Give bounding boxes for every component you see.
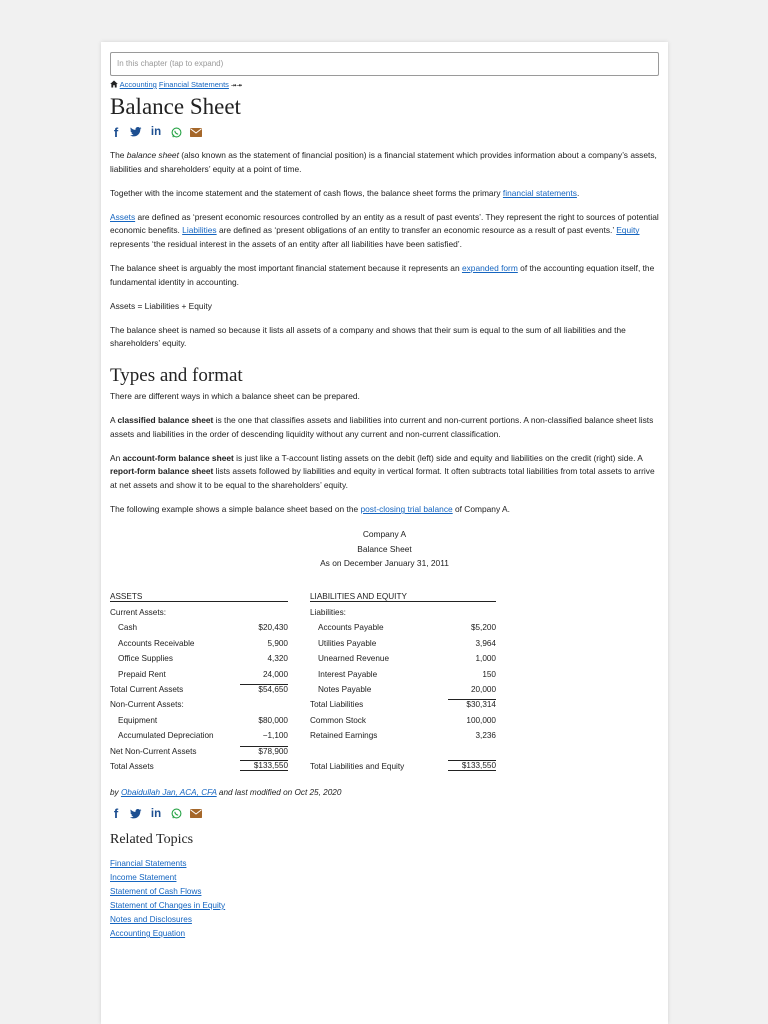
related-topic-link[interactable]: Statement of Cash Flows bbox=[110, 886, 202, 896]
liability-row: Accounts Payable $5,200 bbox=[318, 623, 496, 633]
twitter-icon[interactable] bbox=[130, 808, 142, 820]
types-paragraph-2: A classified balance sheet is the one that classifies assets and liabilities into current and non-current portions. A non-classified balance sheet lists assets and liabilities in the order of descending liquidity without any current and non-current classification. bbox=[110, 415, 654, 439]
related-topic-link[interactable]: Statement of Changes in Equity bbox=[110, 900, 226, 910]
whatsapp-icon[interactable] bbox=[170, 808, 182, 820]
post-closing-trial-balance-link[interactable]: post-closing trial balance bbox=[360, 504, 453, 515]
asset-row: Non-Current Assets: bbox=[110, 700, 184, 710]
breadcrumb-financial-statements-link[interactable]: Financial Statements bbox=[158, 80, 229, 89]
intro-paragraph-3: Assets are defined as ‘present economic resources controlled by an entity as a result of past events’. They represent the right to sources of potential economic benefits. Liabilities are defined as ‘present obligations of an entity to transfer an economic resource as a result of past events.’ Equity represents ‘the residual interest in the assets of an entity after all liabilities have been satisfied’. bbox=[110, 211, 659, 249]
twitter-icon[interactable] bbox=[130, 126, 142, 138]
facebook-icon[interactable]: f bbox=[113, 124, 119, 140]
liability-row: Interest Payable 150 bbox=[318, 669, 496, 679]
types-paragraph-1: There are different ways in which a balance sheet can be prepared. bbox=[110, 391, 360, 402]
asset-row: Current Assets: bbox=[110, 608, 166, 618]
list-item bbox=[110, 927, 659, 941]
liability-row: Common Stock 100,000 bbox=[310, 715, 496, 725]
liability-row: Utilities Payable 3,964 bbox=[318, 638, 496, 648]
accounting-equation: Assets = Liabilities + Equity bbox=[110, 300, 212, 311]
types-heading: Types and format bbox=[110, 365, 243, 387]
page-title: Balance Sheet bbox=[110, 94, 241, 119]
liabilities-link[interactable]: Liabilities bbox=[182, 225, 217, 236]
share-bar-top bbox=[110, 125, 659, 139]
email-icon[interactable] bbox=[190, 126, 202, 138]
home-icon[interactable] bbox=[110, 80, 118, 88]
linkedin-icon[interactable]: in bbox=[150, 807, 162, 820]
related-topic-link[interactable]: Income Statement bbox=[110, 872, 177, 882]
financial-statements-link[interactable]: financial statements bbox=[502, 187, 577, 198]
breadcrumb-more-icon[interactable]: ⯮⯮ bbox=[231, 82, 243, 89]
types-paragraph-3: An account-form balance sheet is just like a T-account listing assets on the debit (left) side and equity and liabilities on the credit (right) side. A report-form balance sheet lists assets followed by liabilities and equity in vertical format. It often subtracts total liabilities from total assets to arrive at net assets and show it to be equal to the shareholders’ equity. bbox=[110, 452, 655, 490]
statement-title: Balance Sheet bbox=[357, 543, 412, 554]
liability-row: Unearned Revenue 1,000 bbox=[318, 654, 496, 664]
facebook-icon[interactable]: f bbox=[113, 806, 119, 822]
asset-row: Net Non-Current Assets $78,900 bbox=[110, 746, 288, 756]
linkedin-icon[interactable]: in bbox=[150, 126, 162, 138]
balance-sheet-heading bbox=[110, 527, 659, 571]
related-topic-link[interactable]: Notes and Disclosures bbox=[110, 914, 192, 924]
related-topics-heading: Related Topics bbox=[110, 831, 194, 847]
list-item bbox=[110, 871, 659, 885]
assets-link[interactable]: Assets bbox=[110, 211, 136, 222]
email-icon[interactable] bbox=[190, 808, 202, 820]
intro-paragraph-2: Together with the income statement and the statement of cash flows, the balance sheet forms the primary financial statements. bbox=[110, 187, 580, 198]
equity-link[interactable]: Equity bbox=[616, 225, 640, 236]
author-link[interactable]: Obaidullah Jan, ACA, CFA bbox=[120, 787, 217, 797]
asset-row: Total Assets $133,550 bbox=[110, 760, 288, 771]
asset-row: Prepaid Rent 24,000 bbox=[118, 669, 288, 679]
breadcrumb-accounting-link[interactable]: Accounting bbox=[119, 80, 157, 89]
asset-row: Office Supplies 4,320 bbox=[118, 654, 288, 664]
liability-row bbox=[310, 740, 496, 755]
types-paragraph-4: The following example shows a simple balance sheet based on the post-closing trial balance of Company A. bbox=[110, 504, 510, 515]
intro-paragraph-1: The balance sheet (also known as the statement of financial position) is a financial statement which provides information about a company’s assets, liabilities and shareholders’ equity at a point of time. bbox=[110, 150, 657, 174]
whatsapp-icon[interactable] bbox=[170, 126, 182, 138]
asset-row: Accumulated Depreciation −1,100 bbox=[118, 731, 288, 741]
list-item bbox=[110, 913, 659, 927]
related-topics-list bbox=[110, 857, 659, 941]
expanded-form-link[interactable]: expanded form bbox=[461, 263, 518, 274]
liability-row: Total Liabilities $30,314 bbox=[310, 700, 496, 710]
byline: by Obaidullah Jan, ACA, CFA and last modified on Oct 25, 2020 bbox=[110, 787, 342, 797]
assets-header: ASSETS bbox=[110, 588, 288, 602]
chapter-search-input[interactable]: In this chapter (tap to expand) bbox=[110, 52, 659, 76]
intro-paragraph-4: The balance sheet is arguably the most important financial statement because it represents an expanded form of the accounting equation itself, the fundamental identity in accounting. bbox=[110, 263, 655, 287]
asset-row: Total Current Assets $54,650 bbox=[110, 685, 288, 695]
asset-row: Equipment $80,000 bbox=[118, 715, 288, 725]
related-topic-link[interactable]: Accounting Equation bbox=[110, 928, 186, 938]
assets-column bbox=[110, 588, 288, 771]
statement-date: As on December January 31, 2011 bbox=[320, 558, 449, 569]
asset-row: Accounts Receivable 5,900 bbox=[118, 638, 288, 648]
balance-sheet-table bbox=[110, 588, 659, 771]
liabilities-header: LIABILITIES AND EQUITY bbox=[310, 588, 496, 602]
asset-row: Cash $20,430 bbox=[118, 623, 288, 633]
list-item bbox=[110, 857, 659, 871]
intro-paragraph-6: The balance sheet is named so because it lists all assets of a company and shows that their sum is equal to the sum of all liabilities and the shareholders’ equity. bbox=[110, 324, 626, 349]
liabilities-column bbox=[310, 588, 496, 771]
liability-row: Retained Earnings 3,236 bbox=[310, 731, 496, 741]
liability-row: Liabilities: bbox=[310, 608, 346, 618]
related-topic-link[interactable]: Financial Statements bbox=[110, 858, 187, 868]
liability-row: Total Liabilities and Equity $133,550 bbox=[310, 760, 496, 771]
list-item bbox=[110, 885, 659, 899]
article-page bbox=[101, 42, 668, 1024]
breadcrumb bbox=[110, 79, 659, 92]
list-item bbox=[110, 899, 659, 913]
company-name: Company A bbox=[362, 529, 407, 540]
liability-row: Notes Payable 20,000 bbox=[318, 685, 496, 695]
share-bar-bottom bbox=[110, 807, 659, 821]
